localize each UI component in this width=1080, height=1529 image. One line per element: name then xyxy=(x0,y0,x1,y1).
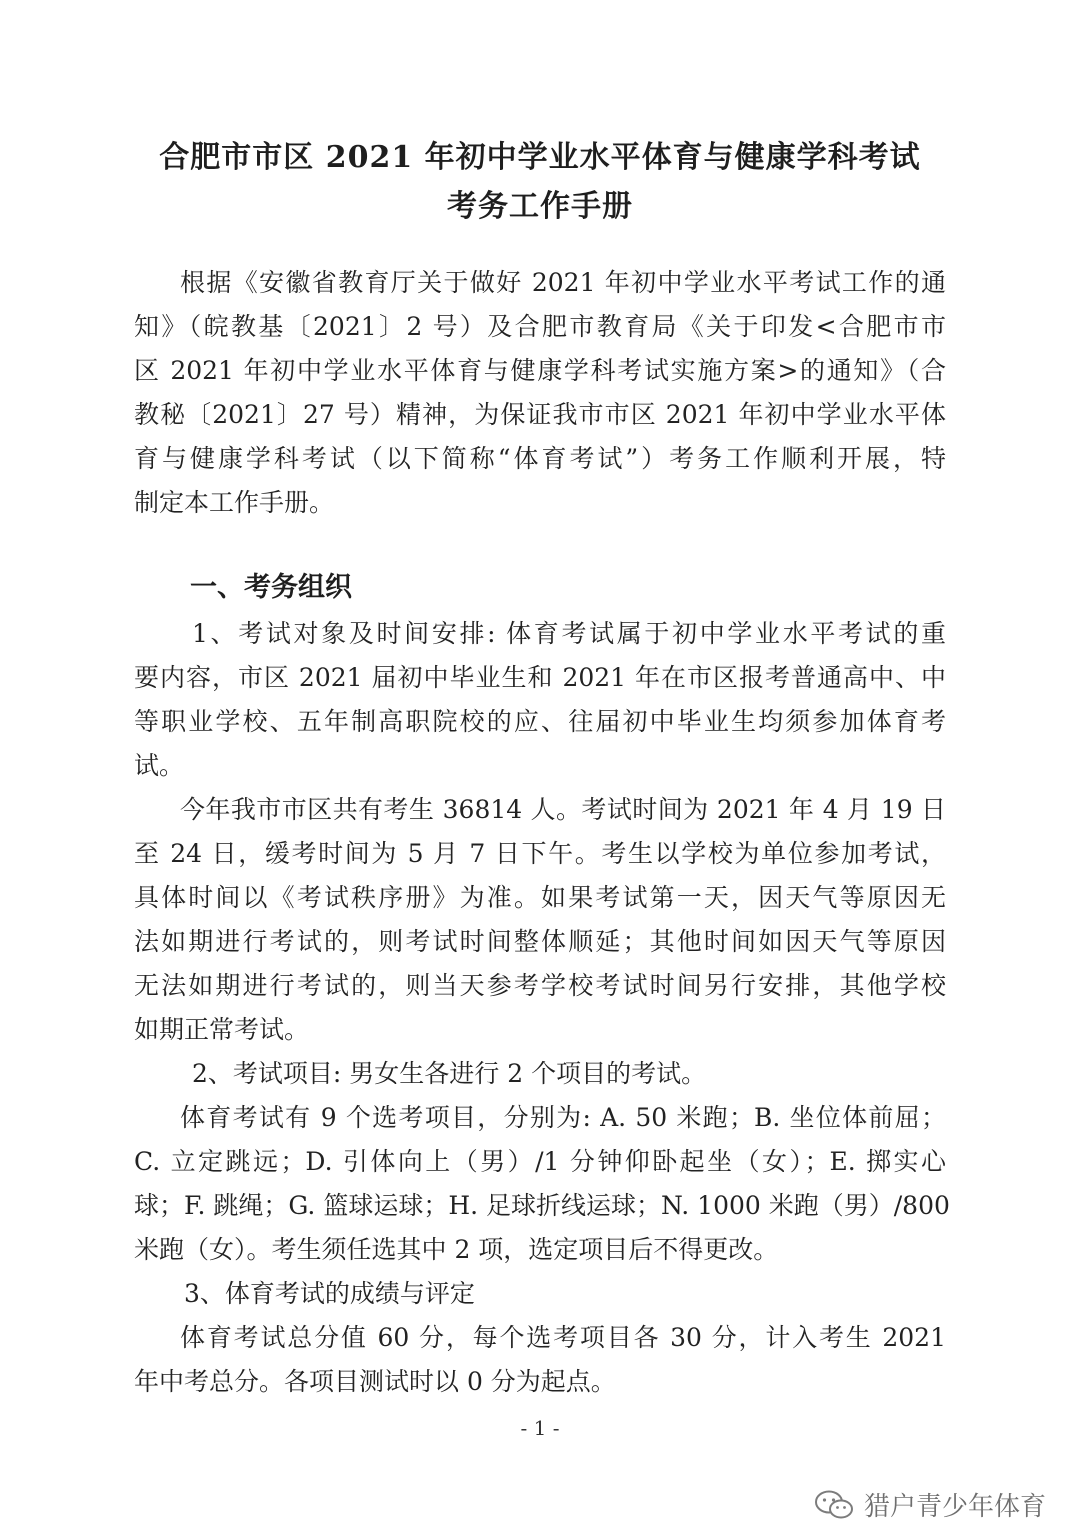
intro-line: 教秘〔2021〕27 号）精神，为保证我市市区 2021 年初中学业水平体 xyxy=(134,400,946,429)
intro-line: 育与健康学科考试（以下简称“体育考试”）考务工作顺利开展，特 xyxy=(134,444,946,473)
intro-line: 知》（皖教基〔2021〕2 号）及合肥市教育局《关于印发<合肥市市 xyxy=(134,312,946,341)
document-subtitle: 考务工作手册 xyxy=(447,189,633,224)
item3-para-line: 体育考试总分值 60 分，每个选考项目各 30 分，计入考生 2021 xyxy=(180,1323,946,1352)
item1-line: 等职业学校、五年制高职院校的应、往届初中毕业生均须参加体育考 xyxy=(134,707,946,736)
wechat-icon xyxy=(814,1489,854,1521)
intro-line: 根据《安徽省教育厅关于做好 2021 年初中学业水平考试工作的通 xyxy=(180,268,946,297)
intro-line: 制定本工作手册。 xyxy=(134,488,335,517)
item1-para2-line: 具体时间以《考试秩序册》为准。如果考试第一天，因天气等原因无 xyxy=(134,883,946,912)
item2-line: 2、考试项目: 男女生各进行 2 个项目的考试。 xyxy=(192,1059,707,1088)
item1-line: 要内容，市区 2021 届初中毕业生和 2021 年在市区报考普通高中、中 xyxy=(134,663,946,692)
section-heading: 一、考务组织 xyxy=(190,572,352,603)
item1-para2-line: 今年我市市区共有考生 36814 人。考试时间为 2021 年 4 月 19 日 xyxy=(180,795,946,824)
document-title: 合肥市市区 2021 年初中学业水平体育与健康学科考试 xyxy=(159,140,921,175)
page-number: - 1 - xyxy=(520,1416,560,1440)
item1-para2-line: 至 24 日，缓考时间为 5 月 7 日下午。考生以学校为单位参加考试， xyxy=(134,839,946,868)
item2-para-line: C. 立定跳远；D. 引体向上（男）/1 分钟仰卧起坐（女）；E. 掷实心 xyxy=(134,1147,946,1176)
item1-para2-line: 无法如期进行考试的，则当天参考学校考试时间另行安排，其他学校 xyxy=(134,971,946,1000)
item2-para-line: 球；F. 跳绳；G. 篮球运球；H. 足球折线运球；N. 1000 米跑（男）/800 xyxy=(134,1191,950,1220)
watermark xyxy=(814,1486,1046,1523)
item1-para2-line: 如期正常考试。 xyxy=(134,1015,310,1044)
item1-para2-line: 法如期进行考试的，则考试时间整体顺延；其他时间如因天气等原因 xyxy=(134,927,946,956)
watermark-text: 猎户青少年体育 xyxy=(863,1492,1046,1522)
item1-line: 1、考试对象及时间安排: 体育考试属于初中学业水平考试的重 xyxy=(192,619,946,648)
item3-line: 3、体育考试的成绩与评定 xyxy=(184,1279,475,1308)
intro-line: 区 2021 年初中学业水平体育与健康学科考试实施方案>的通知》（合 xyxy=(134,356,946,385)
item3-para-line: 年中考总分。各项目测试时以 0 分为起点。 xyxy=(134,1367,616,1396)
item2-para-line: 体育考试有 9 个选考项目，分别为: A. 50 米跑；B. 坐位体前屈； xyxy=(180,1103,946,1132)
item2-para-line: 米跑（女）。考生须任选其中 2 项，选定项目后不得更改。 xyxy=(134,1235,779,1264)
item1-line: 试。 xyxy=(134,751,185,780)
